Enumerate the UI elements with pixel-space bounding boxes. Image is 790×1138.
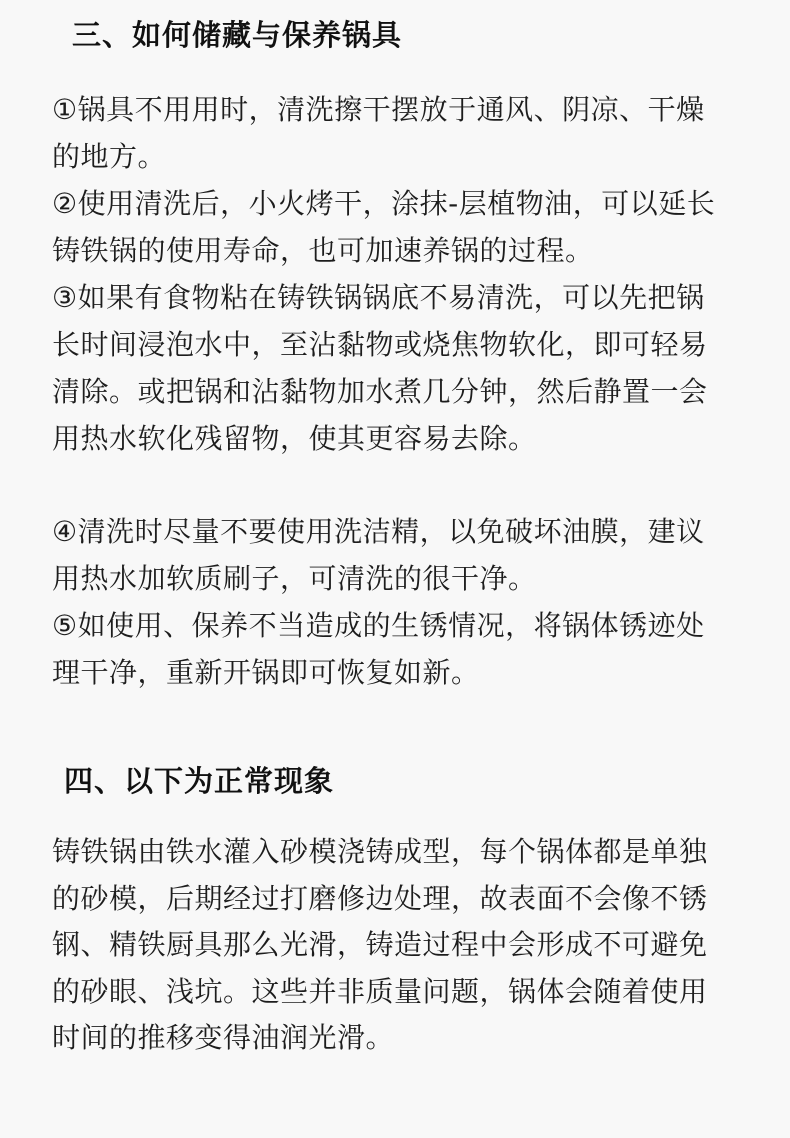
section-title-normal-phenomena: 四、以下为正常现象 bbox=[64, 764, 335, 798]
list-item-3: ③如果有食物粘在铸铁锅锅底不易清洗，可以先把锅长时间浸泡水中，至沾黏物或烧焦物软化，即可轻易清除。或把锅和沾黏物加水煮几分钟，然后静置一会用热水软化残留物，使其更容易去除。 bbox=[52, 281, 708, 455]
list-item-2: ②使用清洗后，小火烤干，涂抹-层植物油，可以延长铸铁锅的使用寿命，也可加速养锅的过程。 bbox=[52, 187, 716, 267]
section-body-normal-phenomena: 铸铁锅由铁水灌入砂模浇铸成型，每个锅体都是单独的砂模，后期经过打磨修边处理，故表面不会像不锈钢、精铁厨具那么光滑，铸造过程中会形成不可避免的砂眼、浅坑。这些并非质量问题，锅体会随着使用时间的推移变得油润光滑。 bbox=[52, 835, 708, 1054]
list-item-4: ④清洗时尽量不要使用洗洁精，以免破坏油膜，建议用热水加软质刷子，可清洗的很干净。 bbox=[52, 515, 705, 595]
section-title-storage-care: 三、如何储藏与保养锅具 bbox=[72, 18, 403, 52]
list-item-1: ①锅具不用用时，清洗擦干摆放于通风、阴凉、干燥的地方。 bbox=[52, 93, 705, 173]
list-item-5: ⑤如使用、保养不当造成的生锈情况，将锅体锈迹处理干净，重新开锅即可恢复如新。 bbox=[52, 609, 705, 689]
